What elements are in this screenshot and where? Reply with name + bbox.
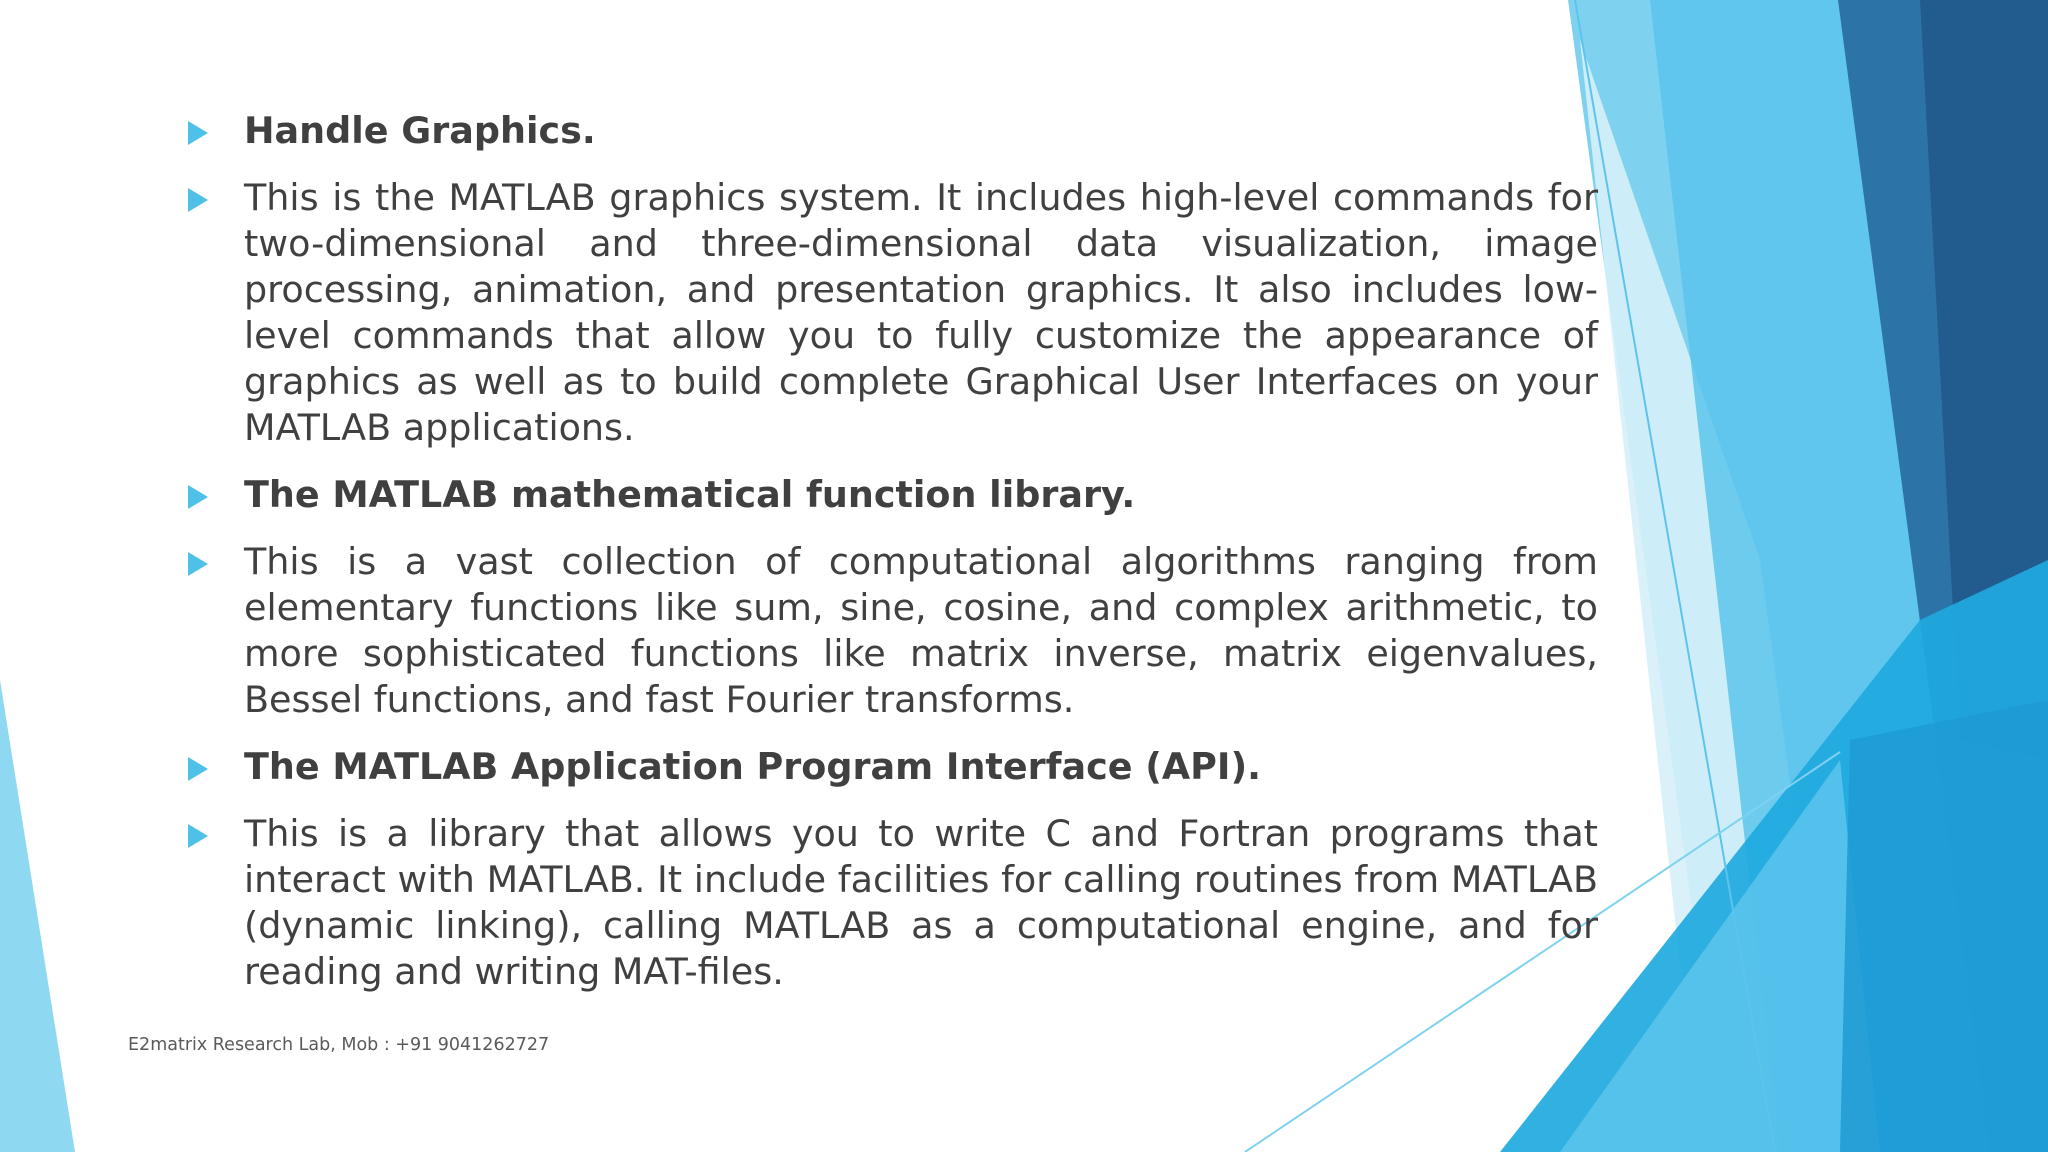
triangle-bullet-icon: [188, 824, 208, 848]
bullet-list: [184, 108, 1598, 995]
bullet-text: Handle Graphics.: [244, 109, 596, 152]
triangle-bullet-icon: [188, 552, 208, 576]
left-accent-shape: [0, 680, 75, 1152]
slide-footer: E2matrix Research Lab, Mob : +91 9041262727: [128, 1035, 550, 1055]
bottom-right-overlay: [1840, 700, 2048, 1152]
bullet-heading-handle-graphics: [184, 108, 1598, 154]
bullet-text: The MATLAB Application Program Interface (API).: [244, 745, 1262, 788]
triangle-bullet-icon: [188, 757, 208, 781]
bullet-paragraph-function-library: [184, 539, 1598, 723]
bullet-text: This is the MATLAB graphics system. It includes high-level commands for two-dimensional and three-dimensional data visualization, image processing, animation, and presentation graphics. It also includes low-level commands that allow you to fully customize the appearance of graphics as well as to build complete Graphical User Interfaces on your MATLAB applications.: [244, 176, 1598, 449]
bullet-text: This is a library that allows you to write C and Fortran programs that interact with MATLAB. It include facilities for calling routines from MATLAB (dynamic linking), calling MATLAB as a computational engine, and for reading and writing MAT-files.: [244, 812, 1598, 993]
triangle-bullet-icon: [188, 485, 208, 509]
triangle-bullet-icon: [188, 121, 208, 145]
bullet-text: The MATLAB mathematical function library.: [244, 473, 1136, 516]
bullet-heading-function-library: [184, 472, 1598, 518]
bullet-heading-api: [184, 744, 1598, 790]
bullet-text: This is a vast collection of computational algorithms ranging from elementary functions like sum, sine, cosine, and complex arithmetic, to more sophisticated functions like matrix inverse, matrix eigenvalues, Bessel functions, and fast Fourier transforms.: [244, 540, 1598, 721]
triangle-bullet-icon: [188, 188, 208, 212]
bullet-paragraph-api: [184, 811, 1598, 995]
bullet-paragraph-graphics-system: [184, 175, 1598, 451]
